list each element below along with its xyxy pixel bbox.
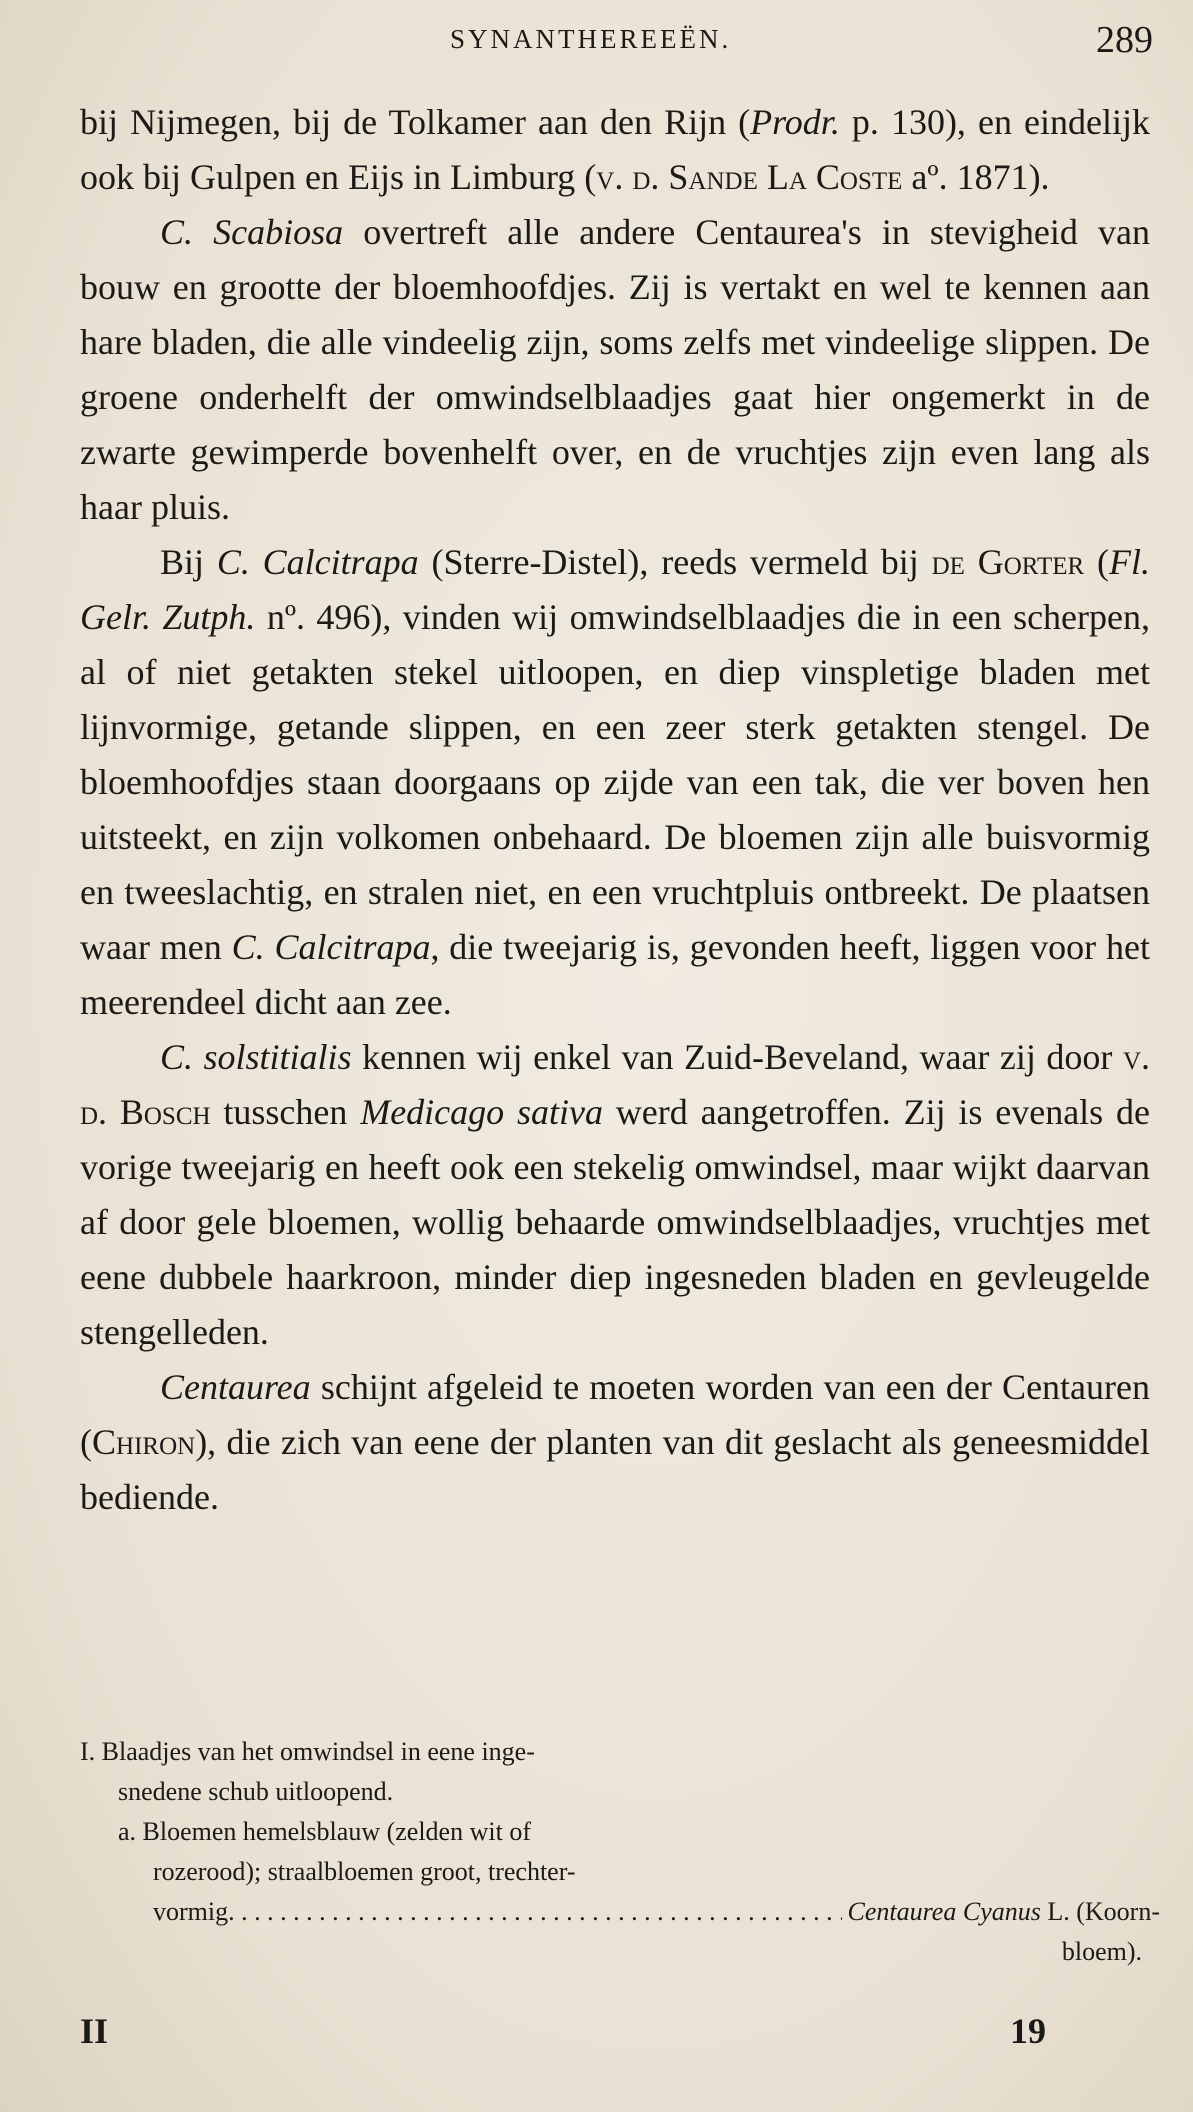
species-name: Medicago sativa <box>360 1092 603 1132</box>
text-run: nº. 496), vinden wij omwindselblaadjes die in een scherpen, al of niet getakten stekel uitloopen, en diep vinspletige bladen met lijnvormige, getande slippen, en een zeer sterk getakten stengel. De bloemhoofdjes staan doorgaans op zijde van een tak, die ver boven hen uitsteekt, en zijn volkomen onbehaard. De bloemen zijn alle buisvormig en tweeslachtig, en stralen niet, en een vruchtpluis ontbreekt. De plaatsen waar men <box>80 597 1150 967</box>
paragraph-2 <box>80 205 1150 535</box>
species-name: Centaurea Cyanus <box>847 1897 1041 1926</box>
paragraph-3 <box>80 535 1150 1030</box>
text-run: ( <box>1084 542 1109 582</box>
text-run: ), die zich van eene der planten van dit geslacht als geneesmiddel bediende. <box>80 1422 1150 1517</box>
text-run: Prodr. <box>750 102 840 142</box>
dot-leader <box>228 1892 841 1932</box>
reference-title: Fl. Gelr. Zutph. <box>80 542 1150 637</box>
text-run: overtreft alle andere Centaurea's in stevigheid van bouw en grootte der bloemhoofdjes. Zij is vertakt en wel te kennen aan hare bladen, die alle vindeelig zijn, soms zelfs met vindeelige slippen. De groene onderhelft der omwindselblaadjes gaat hier ongemerkt in de zwarte gewimperde bovenhelft over, en de vruchtjes zijn even lang als haar pluis. <box>80 212 1150 527</box>
author-name: v. d. Bosch <box>80 1037 1150 1132</box>
text-run: bij Nijmegen, bij de Tolkamer aan den Rijn ( <box>80 102 751 142</box>
species-name: C. solstitialis <box>160 1037 352 1077</box>
text-run: tusschen <box>210 1092 361 1132</box>
key-entry-I: I. Blaadjes van het omwindsel in eene inge- <box>80 1737 535 1766</box>
text-run: aº. 1871). <box>902 157 1050 197</box>
quire-number: 19 <box>1010 2011 1046 2051</box>
running-head: SYNANTHEREEËN. <box>450 24 732 54</box>
page-footer <box>80 2010 1153 2060</box>
body-text <box>80 95 1150 1525</box>
key-text: vormig <box>153 1897 229 1926</box>
paragraph-4 <box>80 1030 1150 1360</box>
text-run: Bij <box>160 542 217 582</box>
key-result <box>848 1892 1160 1932</box>
signature-mark: II <box>80 2011 109 2051</box>
paragraph-5 <box>80 1360 1150 1525</box>
identification-key <box>80 1732 1160 1972</box>
key-entry-I-cont: snedene schub uitloopend. <box>118 1777 394 1806</box>
key-common-name-end: bloem). <box>1061 1937 1142 1966</box>
text-run: schijnt afgeleid te moeten worden van een der Centauren ( <box>80 1367 1150 1462</box>
key-entry-a: a. Bloemen hemelsblauw (zelden wit of <box>118 1817 531 1846</box>
text-run: kennen wij enkel van Zuid-Beveland, waar zij door <box>351 1037 1123 1077</box>
author-name: v. d. Sande La Coste <box>596 157 903 197</box>
species-name: C. Calcitrapa <box>216 542 419 582</box>
text-run: (Sterre-Distel), reeds vermeld bij <box>418 542 932 582</box>
page-number: 289 <box>1096 19 1153 61</box>
text-run: werd aangetroffen. Zij is evenals de vorige tweejarig en heeft ook een stekelig omwindsel, maar wijkt daarvan af door gele bloemen, wollig behaarde omwindselblaadjes, vruchtjes met eene dubbele haarkroon, minder diep ingesneden bladen en gevleugelde stengelleden. <box>80 1092 1150 1352</box>
person-name: Chiron <box>92 1422 196 1462</box>
paragraph-1 <box>80 95 1150 205</box>
key-entry-a-cont: rozerood); straalbloemen groot, trechter- <box>153 1857 576 1886</box>
author-name: de Gorter <box>931 542 1085 582</box>
species-name: C. Calcitrapa <box>231 927 431 967</box>
key-entry-a-last <box>153 1892 1160 1932</box>
text-run: p. 130), en eindelijk ook bij Gulpen en Eijs in Limburg ( <box>80 102 1150 197</box>
species-name: C. Scabiosa <box>160 212 344 252</box>
genus-name: Centaurea <box>160 1367 311 1407</box>
author-abbrev: L. (Koorn- <box>1040 1897 1160 1926</box>
page-header <box>80 18 1153 61</box>
text-run: , die tweejarig is, gevonden heeft, liggen voor het meerendeel dicht aan zee. <box>80 927 1150 1022</box>
